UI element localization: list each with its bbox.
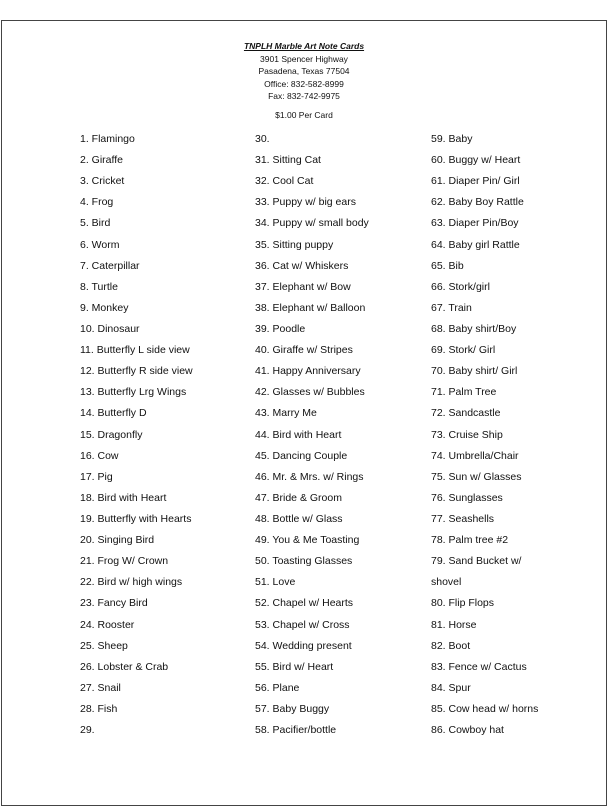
list-item: 46. Mr. & Mrs. w/ Rings — [255, 470, 364, 483]
list-item: shovel — [431, 576, 462, 589]
list-item: 4. Frog — [80, 196, 114, 209]
list-item: 83. Fence w/ Cactus — [431, 660, 527, 673]
list-item: 76. Sunglasses — [431, 491, 503, 504]
list-item: 34. Puppy w/ small body — [255, 217, 369, 230]
list-item: 28. Fish — [80, 702, 118, 715]
list-item: 39. Poodle — [255, 322, 306, 335]
list-item: 65. Bib — [431, 259, 464, 272]
list-item: 52. Chapel w/ Hearts — [255, 597, 354, 610]
list-item: 16. Cow — [80, 449, 119, 462]
list-item: 55. Bird w/ Heart — [255, 660, 334, 673]
list-item: 73. Cruise Ship — [431, 428, 503, 441]
list-item: 50. Toasting Glasses — [255, 555, 353, 568]
list-item: 66. Stork/girl — [431, 280, 490, 293]
price-per-card: $1.00 Per Card — [275, 109, 333, 120]
list-item: 18. Bird with Heart — [80, 491, 167, 504]
list-item: 68. Baby shirt/Boy — [431, 322, 517, 335]
list-item: 10. Dinosaur — [80, 322, 140, 335]
list-item: 42. Glasses w/ Bubbles — [255, 386, 365, 399]
list-item: 86. Cowboy hat — [431, 724, 504, 737]
list-item: 80. Flip Flops — [431, 597, 495, 610]
list-item: 59. Baby — [431, 133, 473, 145]
list-item: 63. Diaper Pin/Boy — [431, 217, 519, 230]
list-item: 79. Sand Bucket w/ — [431, 555, 522, 568]
list-item: 36. Cat w/ Whiskers — [255, 259, 349, 272]
list-item: 37. Elephant w/ Bow — [255, 280, 351, 293]
list-item: 56. Plane — [255, 681, 300, 694]
list-item: 74. Umbrella/Chair — [431, 449, 519, 462]
list-item: 31. Sitting Cat — [255, 154, 321, 167]
list-item: 43. Marry Me — [255, 407, 317, 420]
card-list-column-1 — [80, 129, 193, 741]
list-item: 19. Butterfly with Hearts — [80, 512, 192, 525]
card-list-column-3 — [431, 129, 538, 741]
list-item: 81. Horse — [431, 618, 477, 631]
list-item: 47. Bride & Groom — [255, 491, 342, 504]
list-item: 25. Sheep — [80, 639, 128, 652]
list-item: 77. Seashells — [431, 512, 495, 525]
list-item: 6. Worm — [80, 238, 120, 251]
list-item: 71. Palm Tree — [431, 386, 497, 399]
fax-number: Fax: 832-742-9975 — [268, 91, 340, 101]
list-item: 7. Caterpillar — [80, 259, 140, 272]
list-item: 75. Sun w/ Glasses — [431, 470, 522, 483]
list-item: 13. Butterfly Lrg Wings — [80, 386, 187, 399]
list-item: 2. Giraffe — [80, 154, 123, 167]
list-item: 14. Butterfly D — [80, 407, 147, 420]
list-item: 3. Cricket — [80, 175, 125, 188]
list-item: 48. Bottle w/ Glass — [255, 512, 343, 525]
address-line-2: Pasadena, Texas 77504 — [258, 66, 350, 76]
list-item: 5. Bird — [80, 217, 111, 230]
list-item: 29. — [80, 724, 95, 737]
list-item: 51. Love — [255, 576, 296, 589]
document-page — [1, 20, 607, 806]
list-item: 20. Singing Bird — [80, 534, 155, 547]
list-item: 45. Dancing Couple — [255, 449, 348, 462]
list-item: 70. Baby shirt/ Girl — [431, 365, 518, 378]
list-item: 9. Monkey — [80, 301, 129, 314]
list-item: 15. Dragonfly — [80, 428, 143, 441]
list-item: 78. Palm tree #2 — [431, 534, 509, 547]
list-item: 30. — [255, 133, 270, 145]
document-header — [2, 40, 606, 121]
address-line-1: 3901 Spencer Highway — [260, 53, 348, 64]
list-item: 85. Cow head w/ horns — [431, 702, 539, 715]
list-item: 57. Baby Buggy — [255, 702, 330, 715]
list-item: 72. Sandcastle — [431, 407, 501, 420]
list-item: 40. Giraffe w/ Stripes — [255, 344, 353, 357]
document-title: TNPLH Marble Art Note Cards — [243, 41, 365, 51]
list-item: 49. You & Me Toasting — [255, 534, 360, 547]
list-item: 67. Train — [431, 301, 472, 314]
list-item: 44. Bird with Heart — [255, 428, 342, 441]
list-item: 62. Baby Boy Rattle — [431, 196, 524, 209]
list-item: 12. Butterfly R side view — [80, 365, 193, 378]
list-item: 69. Stork/ Girl — [431, 344, 496, 357]
list-item: 33. Puppy w/ big ears — [255, 196, 356, 209]
list-item: 32. Cool Cat — [255, 175, 314, 188]
list-item: 1. Flamingo — [80, 133, 135, 145]
list-item: 17. Pig — [80, 470, 113, 483]
list-item: 35. Sitting puppy — [255, 238, 334, 251]
list-item: 84. Spur — [431, 681, 471, 694]
list-item: 64. Baby girl Rattle — [431, 238, 520, 251]
list-item: 54. Wedding present — [255, 639, 352, 652]
office-phone: Office: 832-582-8999 — [264, 78, 344, 89]
list-item: 38. Elephant w/ Balloon — [255, 301, 366, 314]
list-item: 26. Lobster & Crab — [80, 660, 169, 673]
list-item: 58. Pacifier/bottle — [255, 724, 337, 737]
list-item: 53. Chapel w/ Cross — [255, 618, 350, 631]
list-item: 24. Rooster — [80, 618, 135, 631]
list-item: 11. Butterfly L side view — [80, 344, 190, 357]
card-list-column-2 — [255, 129, 369, 741]
list-item: 61. Diaper Pin/ Girl — [431, 175, 520, 188]
list-item: 60. Buggy w/ Heart — [431, 154, 521, 167]
list-item: 8. Turtle — [80, 280, 118, 293]
list-item: 82. Boot — [431, 639, 471, 652]
list-item: 23. Fancy Bird — [80, 597, 148, 610]
list-item: 41. Happy Anniversary — [255, 365, 361, 378]
list-item: 21. Frog W/ Crown — [80, 555, 169, 568]
list-item: 27. Snail — [80, 681, 121, 694]
list-item: 22. Bird w/ high wings — [80, 576, 183, 589]
